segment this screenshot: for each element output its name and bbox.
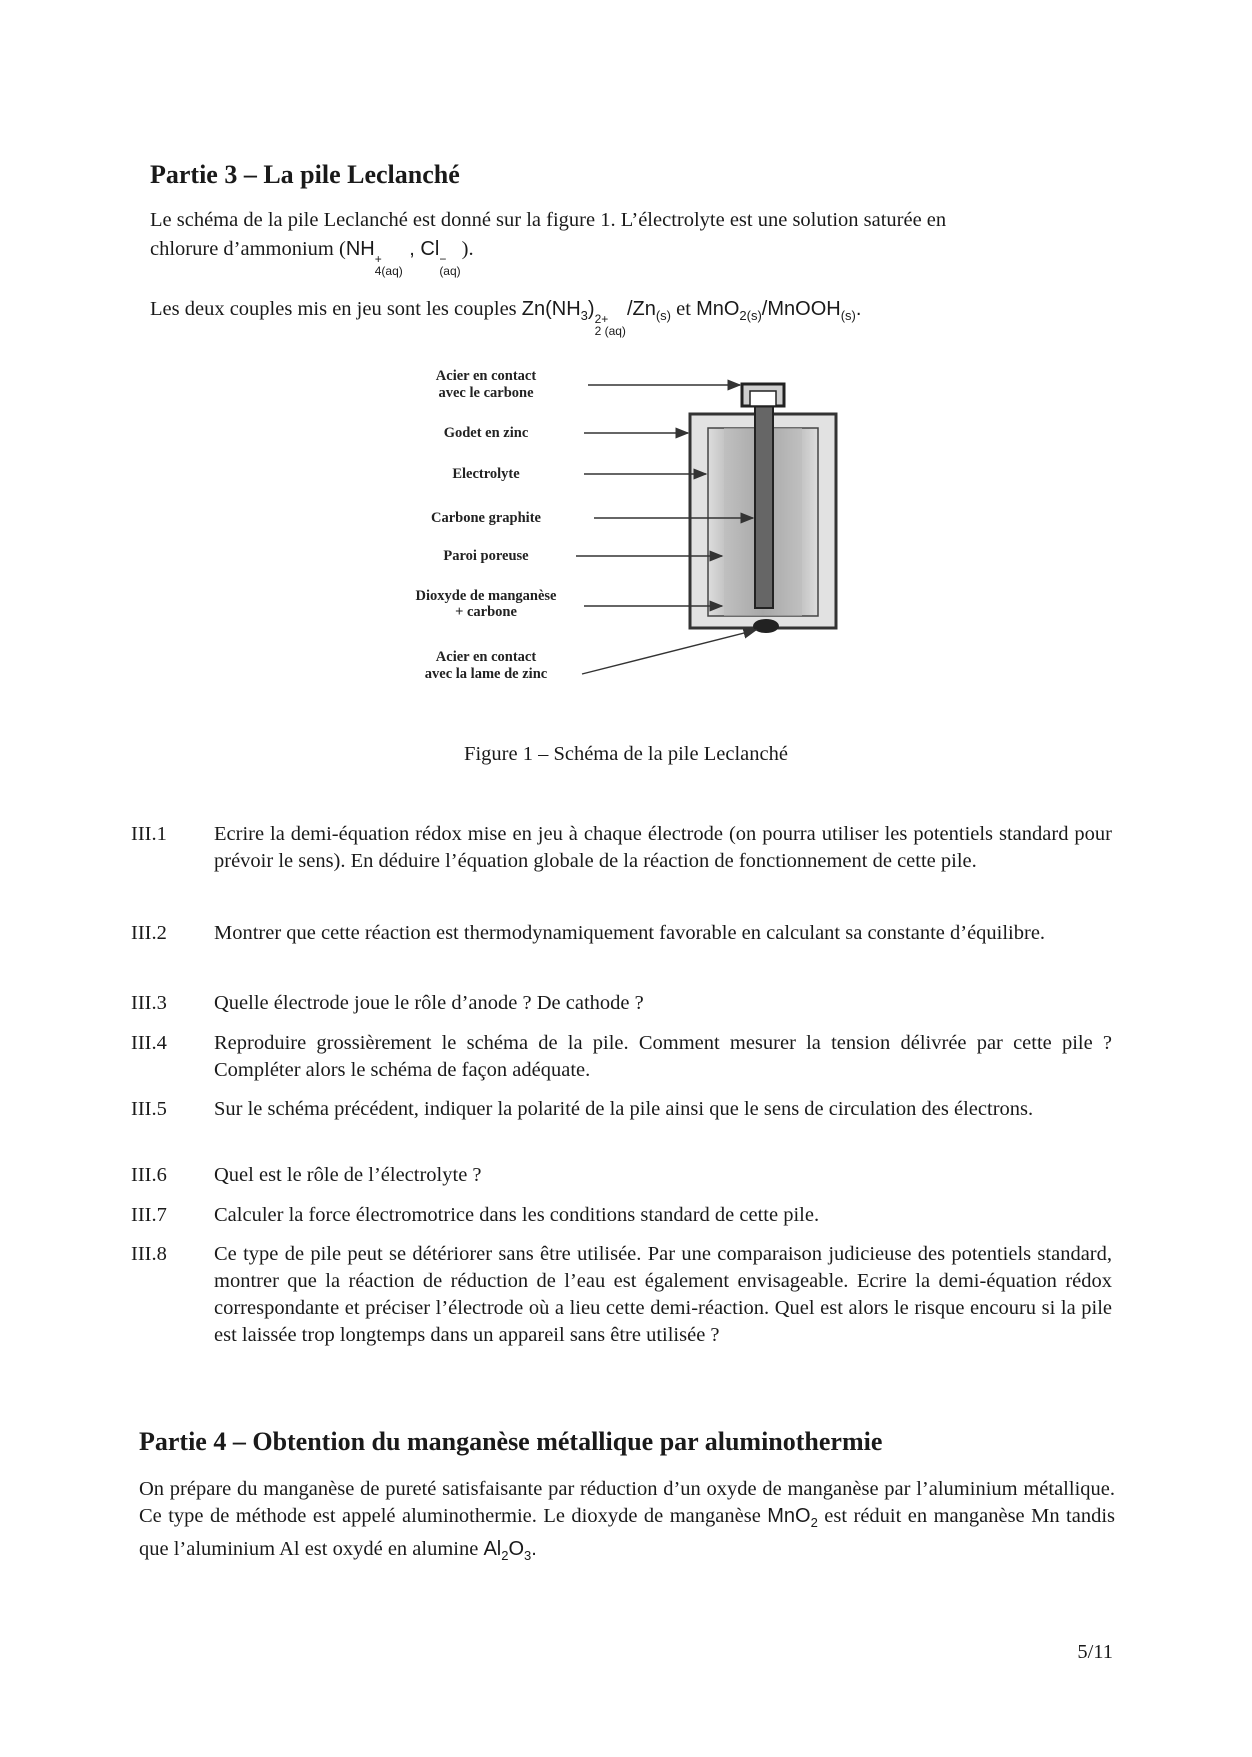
label-dioxyde-2: + carbone (455, 604, 517, 620)
question-iii-4 (131, 1030, 1112, 1084)
zinc-couple-formula: $Zn(NH_3)$ 2+ 2 (aq) $/Zn_{(s)}$ (521, 298, 672, 338)
leclanche-cell-diagram (396, 360, 866, 720)
label-electrolyte: Electrolyte (452, 466, 520, 482)
page-number: 5/11 (1077, 1641, 1113, 1663)
label-acier-carbone-1: Acier en contact (435, 368, 537, 384)
label-dioxyde-1: Dioxyde de manganèse (415, 588, 557, 604)
question-text: Sur le schéma précédent, indiquer la polarité de la pile ainsi que le sens de circulation des électrons. (214, 1098, 1034, 1120)
question-number: III.8 (131, 1243, 167, 1265)
question-text: Quel est le rôle de l’électrolyte ? (214, 1164, 482, 1186)
label-paroi-poreuse: Paroi poreuse (443, 548, 529, 564)
question-text: Calculer la force électromotrice dans les conditions standard de cette pile. (214, 1204, 820, 1226)
question-iii-8 (131, 1241, 1112, 1349)
graphite-rod (755, 392, 773, 608)
question-iii-5 (131, 1096, 1112, 1123)
leader-acier-zinc (582, 630, 756, 674)
question-number: III.7 (131, 1204, 167, 1226)
question-number: III.2 (131, 922, 167, 944)
manganese-couple-formula: MnO$_{2(s)}$/MnOOH$_{(s)}$. (696, 298, 862, 323)
question-text: Montrer que cette réaction est thermodynamiquement favorable en calculant sa constante d’équilibre. (214, 922, 1046, 944)
question-text: Ce type de pile peut se détériorer sans être utilisée. Par une comparaison judicieuse des potentiels standard, montrer que la réaction de réduction de l’eau est également envisageable. Ecrire la demi-équation rédox correspondante et préciser l’électrode où a lieu cette demi-réaction. Quel est alors le risque encouru si la pile est laissée trop longtemps dans un appareil sans être utilisée ? (214, 1243, 1112, 1346)
question-text: Ecrire la demi-équation rédox mise en jeu à chaque électrode (on pourra utiliser les potentiels standard pour prévoir le sens). En déduire l’équation globale de la réaction de fonctionnement de cette pile. (214, 823, 1112, 872)
al2o3-formula: $Al_2O_3$. (483, 1538, 537, 1563)
question-iii-1 (131, 821, 1112, 875)
question-number: III.3 (131, 992, 167, 1014)
question-text: Quelle électrode joue le rôle d’anode ? De cathode ? (214, 992, 644, 1014)
part4-text: On prépare du manganèse de pureté satisfaisante par réduction d’un oxyde de manganèse par l’aluminium métallique. Ce type de méthode est appelé aluminothermie. Le dioxyde de manganèse MnO$_2$ est réduit en manganèse Mn tandis que l’aluminium Al est oxydé en alumine $Al_2O_3$. (139, 1478, 1115, 1563)
question-number: III.5 (131, 1098, 167, 1120)
label-carbone-graphite: Carbone graphite (431, 510, 541, 526)
part4-title: Partie 4 – Obtention du manganèse métallique par aluminothermie (139, 1427, 883, 1456)
question-number: III.4 (131, 1032, 167, 1054)
question-number: III.6 (131, 1164, 167, 1186)
question-iii-7 (131, 1202, 1112, 1229)
ammonium-chloride-formula: NH + 4(aq) , Cl − (aq) (345, 238, 461, 278)
part3-intro-line1: Le schéma de la pile Leclanché est donné sur la figure 1. L’électrolyte est une solution saturée en (150, 209, 947, 231)
question-iii-6 (131, 1162, 1112, 1189)
question-text: Reproduire grossièrement le schéma de la pile. Comment mesurer la tension délivrée par cette pile ? Compléter alors le schéma de façon adéquate. (214, 1032, 1112, 1081)
label-acier-carbone-2: avec le carbone (438, 385, 534, 401)
question-iii-2 (131, 920, 1112, 947)
label-acier-zinc-2: avec la lame de zinc (424, 666, 548, 682)
bottom-contact (753, 619, 779, 633)
question-iii-3 (131, 990, 1112, 1017)
figure-caption: Figure 1 – Schéma de la pile Leclanché (464, 743, 788, 765)
question-number: III.1 (131, 823, 167, 845)
label-acier-zinc-1: Acier en contact (435, 649, 537, 665)
mno2-formula: MnO$_2$ (767, 1505, 818, 1530)
part3-title: Partie 3 – La pile Leclanché (150, 160, 460, 189)
label-godet-zinc: Godet en zinc (443, 425, 529, 441)
part3-intro-line2: chlorure d’ammonium (NH + 4(aq) , Cl − (aq) ). (150, 238, 474, 278)
part3-couples-line: Les deux couples mis en jeu sont les couples $Zn(NH_3)$ 2+ 2 (aq) $/Zn_{(s)}$ et MnO$_{2(s)}$/MnOOH$_{(s)}$. (150, 298, 862, 338)
